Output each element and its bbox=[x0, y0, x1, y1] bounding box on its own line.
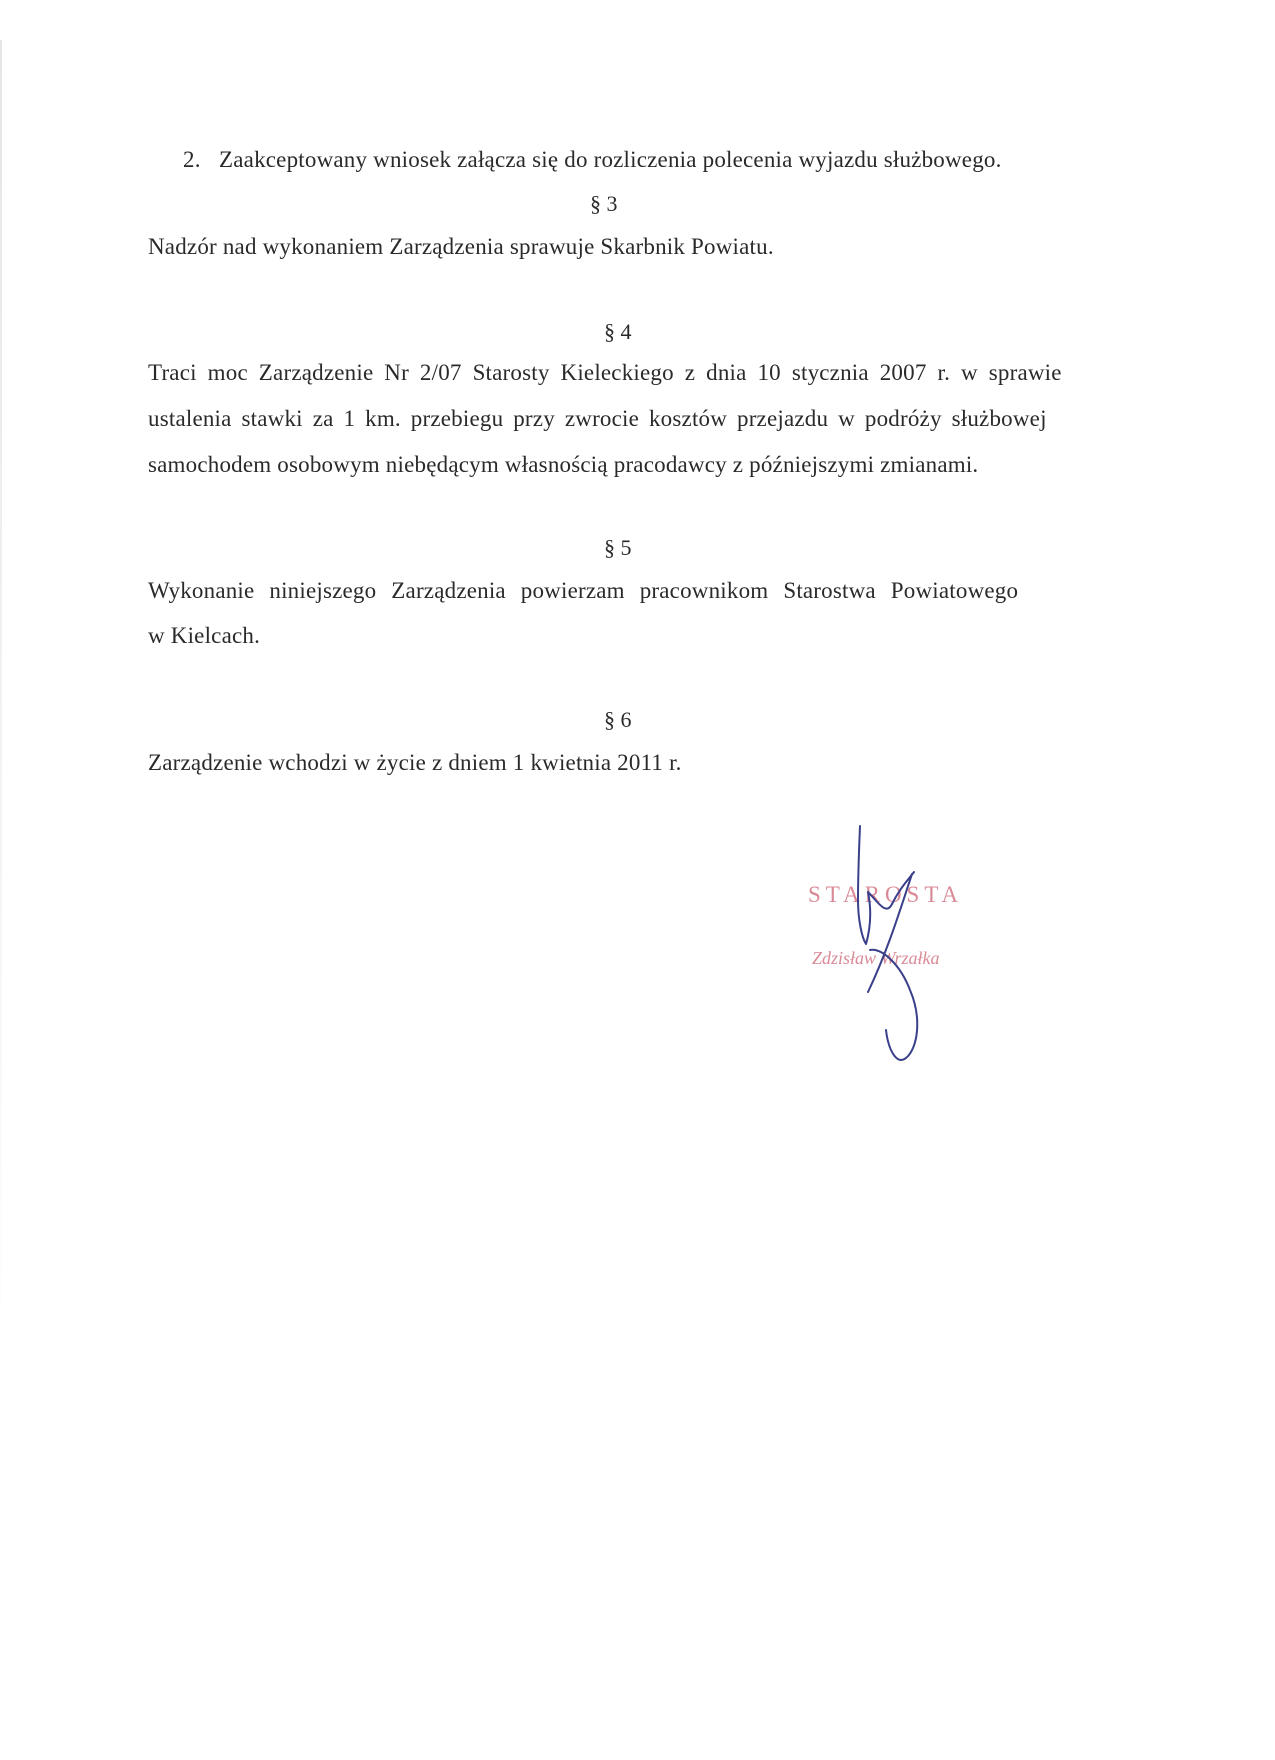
section-4-line-1-text: Traci moc Zarządzenie Nr 2/07 Starosty Kieleckiego z dnia 10 stycznia 2007 r. w sprawie bbox=[148, 360, 1062, 385]
list-item-text: Zaakceptowany wniosek załącza się do rozliczenia polecenia wyjazdu służbowego. bbox=[219, 147, 1002, 172]
stamp-name: Zdzisław Wrzałka bbox=[812, 948, 940, 968]
section-3-heading: § 3 bbox=[590, 191, 618, 216]
section-6-heading: § 6 bbox=[604, 707, 632, 732]
handwritten-signature bbox=[800, 820, 980, 1090]
section-6-line-1: Zarządzenie wchodzi w życie z dniem 1 kwietnia 2011 r. bbox=[148, 750, 682, 775]
section-5-line-2: w Kielcach. bbox=[148, 623, 261, 648]
section-4-line-2: ustalenia stawki za 1 km. przebiegu przy zwrocie kosztów przejazdu w podróży służbowej bbox=[148, 406, 1047, 431]
section-4-line-3: samochodem osobowym niebędącym własnością pracodawcy z późniejszymi zmianami. bbox=[148, 452, 979, 477]
section-5-heading: § 5 bbox=[604, 535, 632, 560]
section-5-line-1: Wykonanie niniejszego Zarządzenia powierzam pracownikom Starostwa Powiatowego bbox=[148, 578, 1019, 603]
list-item-number: 2. bbox=[183, 147, 201, 172]
section-3-line-1: Nadzór nad wykonaniem Zarządzenia sprawuje Skarbnik Powiatu. bbox=[148, 234, 774, 259]
section-4-line-1 bbox=[148, 358, 1086, 388]
list-item-2 bbox=[183, 145, 1002, 175]
official-stamp bbox=[800, 820, 980, 1090]
stamp-title: STAROSTA bbox=[808, 882, 964, 907]
section-4-heading: § 4 bbox=[604, 319, 632, 344]
